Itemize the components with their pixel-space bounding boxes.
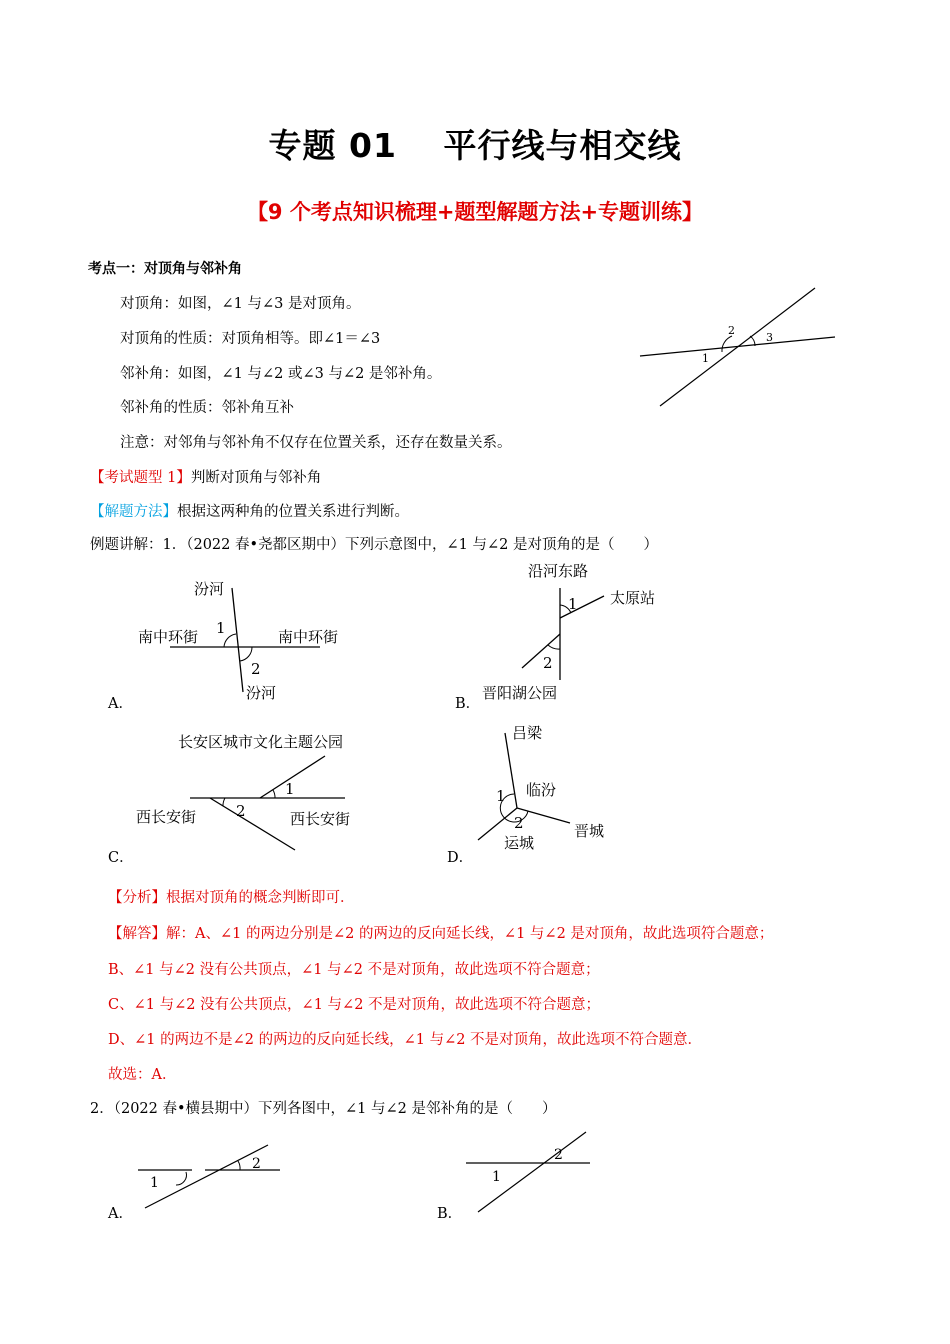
- angle-2: 2: [236, 802, 246, 820]
- option-b-letter: B．: [455, 696, 481, 712]
- label-lvliang: 吕梁: [512, 724, 543, 742]
- intersecting-lines-figure: [630, 280, 850, 415]
- question-1-stem: 例题讲解：1．（2022 春•尧都区期中）下列示意图中，∠1 与∠2 是对顶角的是（ ）: [90, 537, 659, 553]
- answer-line: 故选：A．: [108, 1067, 177, 1083]
- definition-line: 邻补角的性质：邻补角互补: [120, 400, 294, 416]
- label-fenhe-top: 汾河: [194, 580, 225, 598]
- label-jincheng: 晋城: [574, 822, 605, 840]
- angle-label-1: 1: [702, 352, 709, 365]
- q2-option-b-letter: B．: [437, 1206, 463, 1222]
- q2-option-a-letter: A．: [108, 1206, 133, 1222]
- option-a-letter: A．: [108, 696, 133, 712]
- angle-1: 1: [568, 595, 578, 613]
- angle-2: 2: [514, 814, 524, 832]
- label-street-right: 西长安街: [290, 810, 351, 828]
- answer-line: D、∠1 的两边不是∠2 的两边的反向延长线，∠1 与∠2 不是对顶角，故此选项不符合题意．: [108, 1032, 703, 1048]
- answer-line: 【解答】解：A、∠1 的两边分别是∠2 的两边的反向延长线，∠1 与∠2 是对顶角，故此选项符合题意；: [108, 926, 774, 942]
- angle-1: 1: [216, 619, 226, 637]
- angle-2: 2: [252, 1156, 261, 1172]
- answer-line: C、∠1 与∠2 没有公共顶点，∠1 与∠2 不是对顶角，故此选项不符合题意；: [108, 997, 601, 1013]
- exam-type-line: 【考试题型 1】判断对顶角与邻补角: [90, 470, 322, 486]
- angle-label-3: 3: [766, 331, 773, 344]
- question-2-stem: 2．（2022 春•横县期中）下列各图中，∠1 与∠2 是邻补角的是（ ）: [90, 1101, 557, 1117]
- label-road-right: 南中环街: [278, 628, 339, 646]
- q1-option-b-figure: [480, 558, 710, 708]
- angle-2: 2: [543, 654, 553, 672]
- label-park: 晋阳湖公园: [482, 684, 558, 702]
- label-station: 太原站: [610, 589, 656, 607]
- angle-2: 2: [251, 660, 261, 678]
- angle-1: 1: [150, 1175, 159, 1191]
- method-line: 【解题方法】根据这两种角的位置关系进行判断。: [90, 504, 409, 520]
- angle-1: 1: [285, 780, 295, 798]
- label-road-left: 南中环街: [138, 628, 199, 646]
- label-top-road: 沿河东路: [528, 562, 589, 580]
- analysis-line: 【分析】根据对顶角的概念判断即可．: [108, 890, 355, 906]
- angle-2: 2: [554, 1147, 563, 1163]
- answer-line: B、∠1 与∠2 没有公共顶点，∠1 与∠2 不是对顶角，故此选项不符合题意；: [108, 962, 600, 978]
- q2-option-b-figure: [460, 1130, 610, 1220]
- definition-line: 邻补角：如图，∠1 与∠2 或∠3 与∠2 是邻补角。: [120, 366, 442, 382]
- label-yuncheng: 运城: [504, 834, 535, 852]
- definition-line: 注意：对邻角与邻补角不仅存在位置关系，还存在数量关系。: [120, 435, 512, 451]
- page-subtitle: 【9 个考点知识梳理+题型解题方法+专题训练】: [246, 200, 704, 224]
- angle-1: 1: [496, 787, 506, 805]
- label-street-left: 西长安街: [136, 808, 197, 826]
- label-park-title: 长安区城市文化主题公园: [178, 733, 344, 751]
- q1-option-d-figure: [470, 718, 640, 858]
- angle-label-2: 2: [728, 324, 735, 337]
- q1-option-a-figure: [130, 570, 370, 705]
- option-c-letter: C．: [108, 850, 134, 866]
- section-heading: 考点一：对顶角与邻补角: [88, 261, 242, 277]
- option-d-letter: D．: [447, 850, 474, 866]
- definition-line: 对顶角：如图，∠1 与∠3 是对顶角。: [120, 296, 361, 312]
- definition-line: 对顶角的性质：对顶角相等。即∠1＝∠3: [120, 331, 381, 347]
- angle-1: 1: [492, 1169, 501, 1185]
- label-linfen: 临汾: [526, 781, 557, 799]
- q2-option-a-figure: [130, 1140, 300, 1220]
- page-title: 专题 01 平行线与相交线: [268, 126, 682, 165]
- q1-option-c-figure: [130, 728, 390, 858]
- label-fenhe-bottom: 汾河: [246, 684, 277, 702]
